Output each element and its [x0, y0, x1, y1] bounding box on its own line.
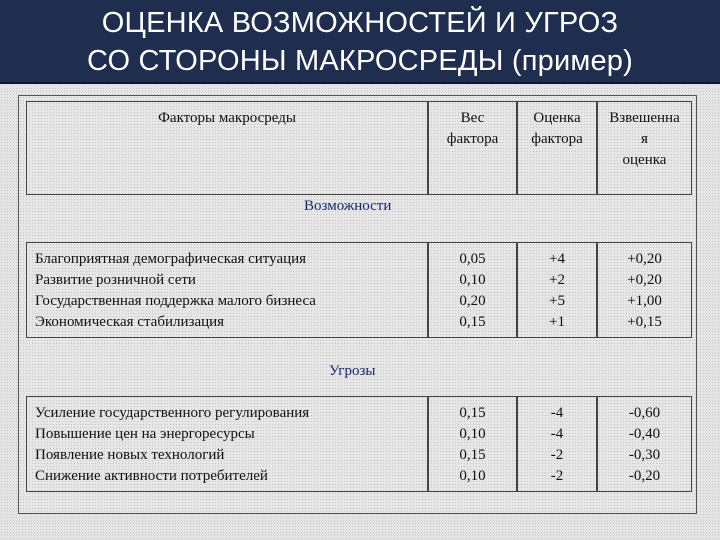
list-item: Появление новых технологий [35, 447, 225, 463]
header-weight [428, 101, 517, 195]
weighted-value: -0,30 [628, 447, 661, 463]
weighted-value: +0,20 [627, 251, 662, 267]
weighted-value: -0,20 [628, 468, 661, 484]
threats-weighted [597, 396, 692, 492]
weight-value: 0,20 [459, 293, 486, 309]
header-weighted-line-3: оценка [622, 152, 667, 168]
score-value: -4 [550, 405, 564, 421]
header-weight-line-2: фактора [446, 131, 499, 147]
weighted-value: +0,20 [627, 272, 662, 288]
threats-scores [517, 396, 597, 492]
weight-value: 0,15 [459, 405, 486, 421]
weight-value: 0,10 [459, 272, 486, 288]
header-score [517, 101, 597, 195]
score-value: +5 [549, 293, 565, 309]
header-factors [26, 101, 428, 195]
list-item: Повышение цен на энергоресурсы [35, 426, 255, 442]
list-item: Усиление государственного регулирования [35, 405, 310, 421]
title-line-1: ОЦЕНКА ВОЗМОЖНОСТЕЙ И УГРОЗ [101, 7, 619, 39]
opportunities-factors [26, 242, 428, 338]
opportunities-weights [428, 242, 517, 338]
weighted-value: -0,60 [628, 405, 661, 421]
header-score-line-2: фактора [531, 131, 583, 147]
list-item: Снижение активности потребителей [35, 468, 268, 484]
header-weighted [597, 101, 692, 195]
title-line-2 [0, 42, 720, 80]
list-item: Благоприятная демографическая ситуация [35, 251, 307, 267]
opportunities-scores [517, 242, 597, 338]
weight-value: 0,15 [459, 447, 486, 463]
header-factors-label: Факторы макросреды [158, 110, 296, 126]
slide-title [0, 0, 720, 84]
section-threats: Угрозы [329, 363, 376, 379]
score-value: -4 [550, 426, 564, 442]
weight-value: 0,10 [459, 468, 486, 484]
list-item: Государственная поддержка малого бизнеса [35, 293, 316, 309]
score-value: -2 [550, 468, 564, 484]
score-value: +4 [549, 251, 565, 267]
opportunities-weighted [597, 242, 692, 338]
weighted-value: +0,15 [627, 314, 662, 330]
score-value: +2 [549, 272, 565, 288]
header-weighted-line-1: Взвешенна [609, 110, 680, 126]
list-item: Развитие розничной сети [35, 272, 196, 288]
header-weight-line-1: Вес [460, 110, 485, 126]
header-score-line-1: Оценка [533, 110, 581, 126]
weighted-value: +1,00 [627, 293, 662, 309]
title-line-2-main: СО СТОРОНЫ МАКРОСРЕДЫ [86, 45, 504, 77]
weight-value: 0,10 [459, 426, 486, 442]
weight-value: 0,15 [459, 314, 486, 330]
macro-environment-table [18, 95, 697, 514]
weight-value: 0,05 [459, 251, 486, 267]
threats-weights [428, 396, 517, 492]
score-value: -2 [550, 447, 564, 463]
threats-factors [26, 396, 428, 492]
section-opportunities: Возможности [304, 198, 392, 214]
weighted-value: -0,40 [628, 426, 661, 442]
score-value: +1 [549, 314, 565, 330]
title-line-2-suffix: (пример) [503, 45, 633, 77]
header-weighted-line-2: я [641, 131, 648, 147]
list-item: Экономическая стабилизация [35, 314, 225, 330]
